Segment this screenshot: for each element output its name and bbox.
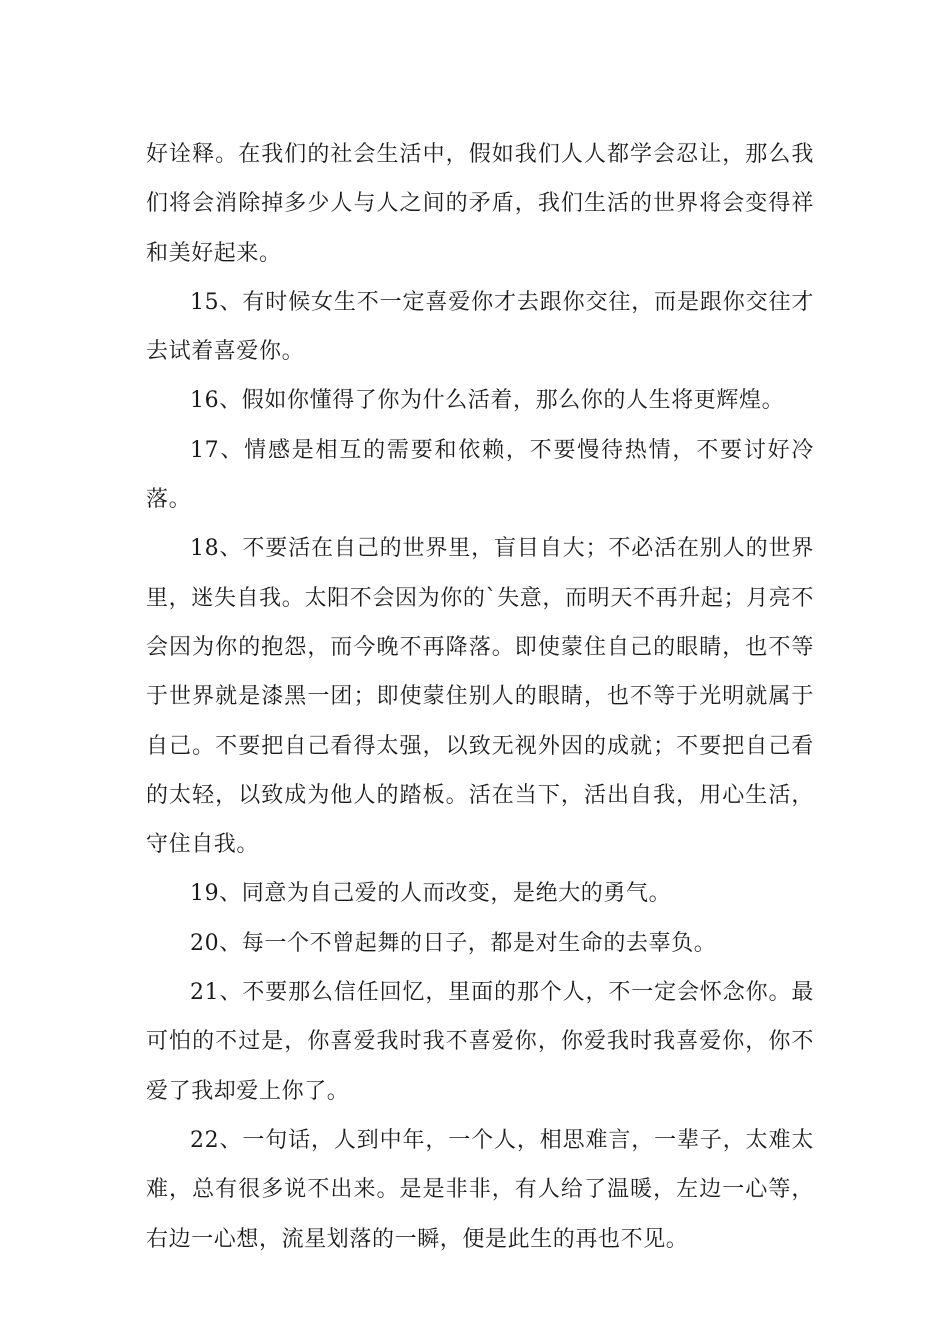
paragraph-16: 16、假如你懂得了你为什么活着，那么你的人生将更辉煌。 <box>190 388 785 414</box>
paragraph-18: 18、不要活在自己的世界里，盲目自大；不必活在别人的世界里，迷失自我。太阳不会因为你的`失意，而明天不再升起；月亮不会因为你的抱怨，而今晚不再降落。即使蒙住自己的眼睛，也不等于世界就是漆黑一团；即使蒙住别人的眼睛，也不等于光明就属于自己。不要把自己看得太强，以致无视外因的成就；不要把自己看的太轻，以致成为他人的踏板。活在当下，活出自我，用心生活，守住自我。 <box>146 536 814 858</box>
paragraph-22: 22、一句话，人到中年，一个人，相思难言，一辈子，太难太难，总有很多说不出来。是是非非，有人给了温暖，左边一心等，右边一心想，流星划落的一瞬，便是此生的再也不见。 <box>146 1127 814 1252</box>
paragraph-15: 15、有时候女生不一定喜爱你才去跟你交往，而是跟你交往才去试着喜爱你。 <box>146 289 814 365</box>
paragraph-17: 17、情感是相互的需要和依赖，不要慢待热情，不要讨好冷落。 <box>146 437 814 513</box>
paragraph-19: 19、同意为自己爱的人而改变，是绝大的勇气。 <box>190 881 672 907</box>
paragraph-14-continued: 好诠释。在我们的社会生活中，假如我们人人都学会忍让，那么我们将会消除掉多少人与人之间的矛盾，我们生活的世界将会变得祥和美好起来。 <box>146 142 814 266</box>
paragraph-21: 21、不要那么信任回忆，里面的那个人，不一定会怀念你。最可怕的不过是，你喜爱我时我不喜爱你，你爱我时我喜爱你，你不爱了我却爱上你了。 <box>146 980 814 1104</box>
paragraph-20: 20、每一个不曾起舞的日子，都是对生命的去辜负。 <box>190 930 717 956</box>
document-body <box>146 130 814 1264</box>
